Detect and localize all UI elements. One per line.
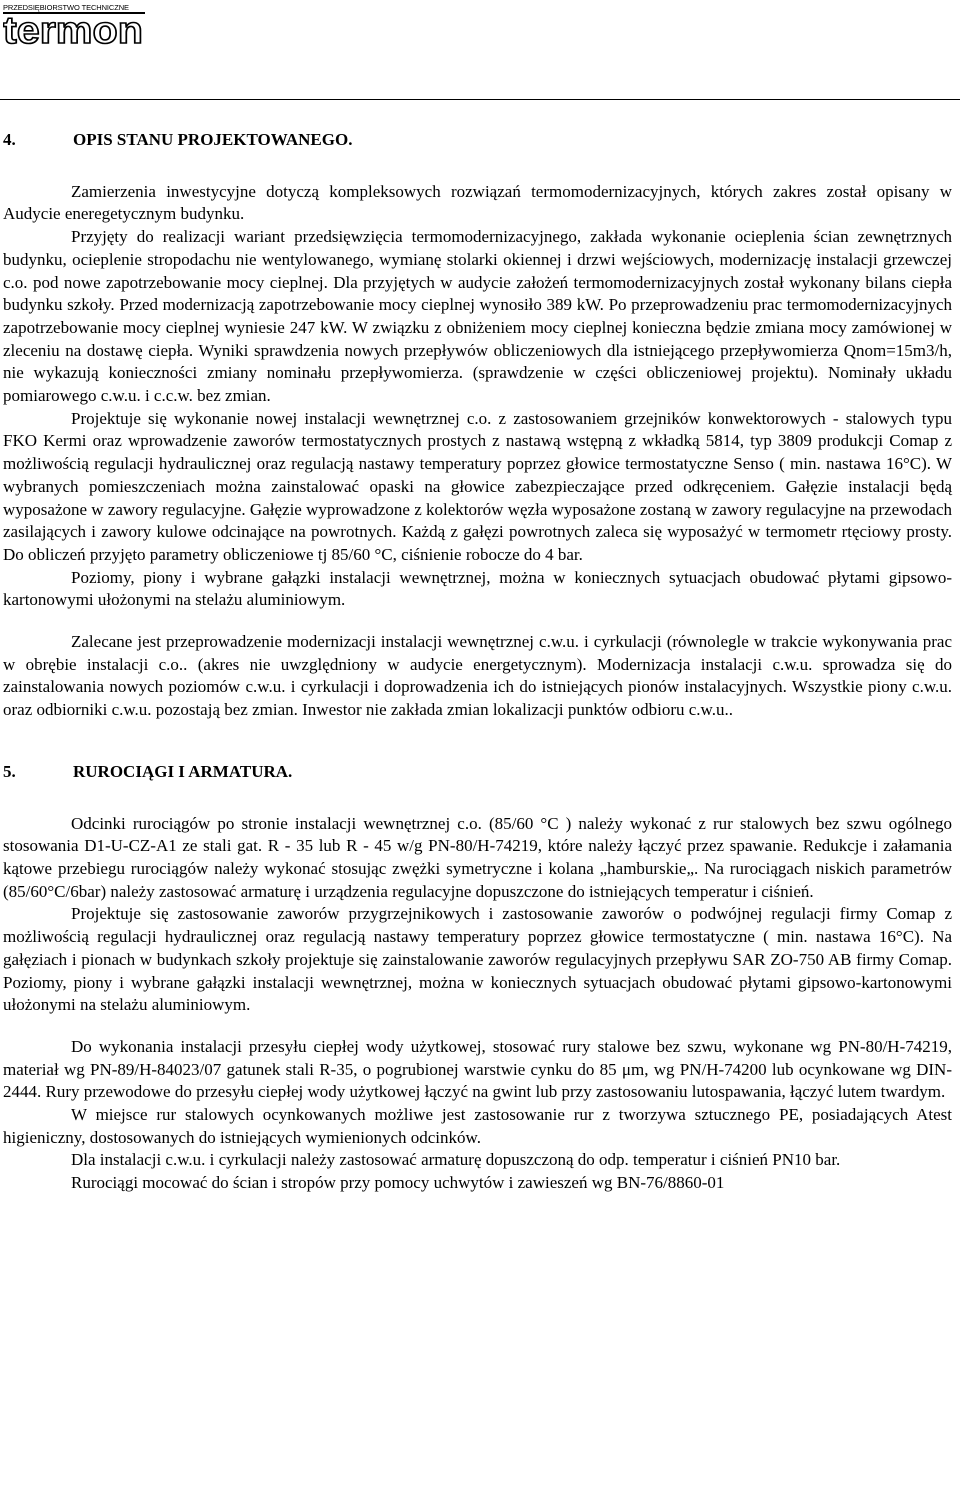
section-4-paragraph-4: Poziomy, piony i wybrane gałązki instalacji wewnętrznej, można w koniecznych sytuacjach obudować płytami gipsowo-kartonowymi ułożonymi na stelażu aluminiowym. xyxy=(3,567,952,610)
section-5-paragraph-5: Dla instalacji c.w.u. i cyrkulacji należy zastosować armaturę dopuszczoną do odp. temperatur i ciśnień PN10 bar. xyxy=(71,1150,841,1170)
section-5-paragraph-6: Rurociągi mocować do ścian i stropów przy pomocy uchwytów i zawieszeń wg BN-76/8860-01 xyxy=(71,1173,725,1193)
section-5-paragraph-2: Projektuje się zastosowanie zaworów przygrzejnikowych i zastosowanie zaworów o podwójnej regulacji firmy Comap z możliwością regulacji hydraulicznej oraz regulacją nastawy temperatury poprzez głowice termostatyczne ( min. nastawa 16°C). Na gałęziach i pionach w budynkach szkoły projektuje się zainstalowanie zaworów regulacyjnych przepływu SAR ZO-750 AB firmy Comap. Poziomy, piony i wybrane gałązki instalacji wewnętrznej, można w koniecznych sytuacjach obudować płytami gipsowo-kartonowymi ułożonymi na stelażu aluminiowym. xyxy=(3,904,952,1015)
section-4-paragraph-1: Zamierzenia inwestycyjne dotyczą kompleksowych rozwiązań termomodernizacyjnych, których zakres został opisany w Audycie eneregetycznym budynku. xyxy=(3,181,952,224)
company-logo xyxy=(3,3,145,46)
section-4-heading xyxy=(3,129,952,152)
section-5-heading xyxy=(3,761,952,784)
section-4-paragraph-5: Zalecane jest przeprowadzenie modernizacji instalacji wewnętrznej c.w.u. i cyrkulacji (równolegle w trakcie wykonywania prac w obrębie instalacji c.o.. (akres nie uwzględniony w audycie energetycznym). Modernizacja instalacji c.w.u. sprowadza się do zainstalowania nowych poziomów c.w.u. i cyrkulacji i doprowadzenia ich do istniejących pionów instalacyjnych. Wszystkie piony c.w.u. oraz odbiorniki c.w.u. pozostają bez zmian. Inwestor nie zakłada zmian lokalizacji punktów odbioru c.w.u.. xyxy=(3,632,952,720)
logo-tagline: PRZEDSIĘBIORSTWO TECHNICZNE xyxy=(3,3,129,12)
section-5-paragraph-3: Do wykonania instalacji przesyłu ciepłej wody użytkowej, stosować rury stalowe bez szwu, wykonane wg PN-80/H-74219, materiał wg PN-89/H-84023/07 gatunek stali R-35, o pogrubionej warstwie cynku do 85 μm, wg PN/H-74200 lub ocynkowane wg DIN-2444. Rury przewodowe do przesyłu ciepłej wody użytkowej łączyć na gwint lub przy zastosowaniu lutospawania, łączyć lutem twardym. xyxy=(3,1036,952,1102)
section-4-number: 4. xyxy=(3,130,16,149)
section-4-title: OPIS STANU PROJEKTOWANEGO. xyxy=(73,130,353,149)
section-5-paragraph-1: Odcinki rurociągów po stronie instalacji wewnętrznej c.o. (85/60 °C ) należy wykonać z rur stalowych bez szwu ogólnego stosowania D1-U-CZ-A1 ze stali gat. R - 35 lub R - 45 w/g PN-80/H-74219, które należy łączyć przez spawanie. Redukcje i załamania kątowe przebiegu rurociągów należy wykonać stosując zwężki symetryczne i kolana „hamburskie„. Na rurociągach niskich parametrów (85/60°C/6bar) należy zastosować armaturę i urządzenia regulacyjne dopuszczone do istniejących temperatur i ciśnień. xyxy=(3,813,952,901)
logo-word: termon xyxy=(3,12,143,46)
section-5-number: 5. xyxy=(3,761,16,781)
section-4-paragraph-3: Projektuje się wykonanie nowej instalacji wewnętrznej c.o. z zastosowaniem grzejników konwektorowych - stalowych typu FKO Kermi oraz wprowadzenie zaworów termostatycznych prostych z nastawą wstępną z wkładką 5814, typ 3809 produkcji Comap z możliwością regulacji hydraulicznej oraz regulacją nastawy temperatury poprzez głowice termostatyczne Senso ( min. nastawa 16°C). W wybranych pomieszczeniach można zainstalować opaski na głowice zabezpieczające przed odkręceniem. Gałęzie instalacji będą wyposażone w zawory regulacyjne. Gałęzie wyprowadzone z kolektorów węzła wyposażone zostaną w zawory regulacyjne na przewodach zasilających i zawory kulowe odcinające na powrotnych. Każdą z gałęzi powrotnych zaleca się wyposażyć w termometr rtęciowy prosty. Do obliczeń przyjęto parametry obliczeniowe tj 85/60 °C, ciśnienie robocze do 4 bar. xyxy=(3,408,952,564)
section-5-title: RUROCIĄGI I ARMATURA. xyxy=(73,761,293,781)
section-5-paragraph-4: W miejsce rur stalowych ocynkowanych możliwe jest zastosowanie rur z tworzywa sztucznego PE, posiadających Atest higieniczny, dostosowanych do istniejących wymienionych odcinków. xyxy=(3,1105,952,1147)
section-4-paragraph-2: Przyjęty do realizacji wariant przedsięwzięcia termomodernizacyjnego, zakłada wykonanie ocieplenia ścian zewnętrznych budynku, ocieplenie stropodachu nie wentylowanego, wymianę stolarki okiennej i drzwi wejściowych, modernizację instalacji grzewczej c.o. pod nowe zapotrzebowanie mocy cieplnej. Dla przyjętych w audycie założeń termomodernizacyjnych został wykonany bilans ciepła budynku szkoły. Przed modernizacją zapotrzebowanie mocy cieplnej wynosiło 389 kW. Po przeprowadzeniu prac termomodernizacyjnych zapotrzebowanie mocy cieplnej wyniesie 247 kW. W związku z obniżeniem mocy cieplnej konieczna będzie zmiana mocy zamówionej w zleceniu na dostawę ciepła. Wyniki sprawdzenia nowych przepływów obliczeniowych dla istniejącego przepływomierza Qnom=15m3/h, nie wykazują konieczności zmiany nominału przepływomierza. (sprawdzenie w części obliczeniowej projektu). Nominały układu pomiarowego c.w.u. i c.c.w. bez zmian. xyxy=(3,227,952,406)
document-body xyxy=(3,129,952,1195)
header-divider xyxy=(0,99,960,100)
logo-wordmark xyxy=(3,12,145,46)
